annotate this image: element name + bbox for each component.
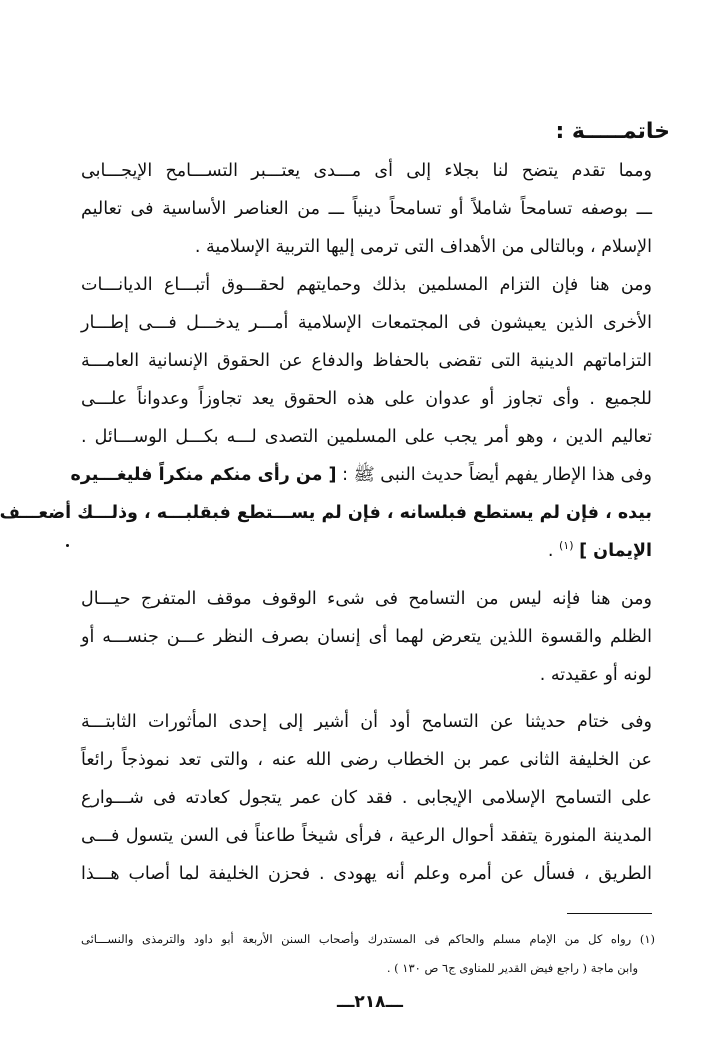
paragraph-line: عن الخليفة الثانى عمر بن الخطاب رضى الله عنه ، والتى تعد نموذجاً رائعاً xyxy=(81,750,652,770)
paragraph-line: الإسلام ، وبالتالى من الأهداف التى ترمى إليها التربية الإسلامية . xyxy=(194,237,652,257)
conclusion-heading: خاتمـــــة : xyxy=(555,119,670,144)
paragraph-line: الأخرى الذين يعيشون فى المجتمعات الإسلامية أمـــر يدخـــل فـــى إطـــار xyxy=(81,313,652,333)
footnote-separator xyxy=(567,913,652,914)
paragraph-line: على التسامح الإسلامى الإيجابى . فقد كان عمر يتجول كعادته فى شـــوارع xyxy=(81,788,652,808)
paragraph-line: وفى ختام حديثنا عن التسامح أود أن أشير إلى إحدى المأثورات الثابتـــة xyxy=(81,712,652,732)
hadith-quote-end-line xyxy=(81,532,652,570)
paragraph-line: الظلم والقسوة اللذين يتعرض لهما أى إنسان بصرف النظر عـــن جنســـه أو xyxy=(81,627,652,647)
hadith-intro: وفى هذا الإطار يفهم أيضاً حديث النبى ﷺ : xyxy=(342,465,652,485)
paragraph-line: التزاماتهم الدينية التى تقضى بالحفاظ والدفاع عن الحقوق الإنسانية العامـــة xyxy=(81,351,652,371)
paragraph-line: لونه أو عقيدته . xyxy=(539,665,652,685)
hadith-period: . xyxy=(547,541,554,561)
footnote-marker: (١) xyxy=(558,539,574,553)
page-number: ـــ٢١٨ـــ xyxy=(336,992,403,1012)
footnote-line: وابن ماجة ( راجع فيض القدير للمناوى ج٦ ص ١٣٠ ) . xyxy=(386,961,638,975)
paragraph-line: ومن هنا فإنه ليس من التسامح فى شىء الوقوف موقف المتفرج حيـــال xyxy=(81,589,652,609)
stray-dot xyxy=(66,544,69,547)
paragraph-line: ـــ بوصفه تسامحاً شاملاً أو تسامحاً دينياً ـــ من العناصر الأساسية فى تعاليم xyxy=(81,199,652,219)
paragraph-line: ومما تقدم يتضح لنا بجلاء إلى أى مـــدى يعتـــبر التســـامح الإيجـــابى xyxy=(81,161,652,181)
paragraph-line: ومن هنا فإن التزام المسلمين بذلك وحمايتهم لحقـــوق أتبـــاع الديانـــات xyxy=(81,275,652,295)
hadith-quote-line: بيده ، فإن لم يستطع فبلسانه ، فإن لم يســـتطع فبقلبـــه ، وذلـــك أضعـــف xyxy=(0,503,652,523)
hadith-intro-line xyxy=(70,456,652,494)
paragraph-line: للجميع . وأى تجاوز أو عدوان على هذه الحقوق يعد تجاوزاً وعدواناً علـــى xyxy=(81,389,652,409)
hadith-quote-start: [ من رأى منكم منكراً فليغـــيره xyxy=(70,465,337,485)
footnote-line: (١) رواه كل من الإمام مسلم والحاكم فى المستدرك وأصحاب السنن الأربعة أبو داود والترمذى والنســـائى xyxy=(81,932,655,946)
hadith-quote-end: الإيمان ] xyxy=(579,541,652,561)
paragraph-line: المدينة المنورة يتفقد أحوال الرعية ، فرأى شيخاً طاعناً فى السن يتسول فـــى xyxy=(81,826,652,846)
paragraph-line: الطريق ، فسأل عن أمره وعلم أنه يهودى . فحزن الخليفة لما أصاب هـــذا xyxy=(81,864,652,884)
paragraph-line: تعاليم الدين ، وهو أمر يجب على المسلمين التصدى لـــه بكـــل الوســـائل . xyxy=(81,427,652,447)
